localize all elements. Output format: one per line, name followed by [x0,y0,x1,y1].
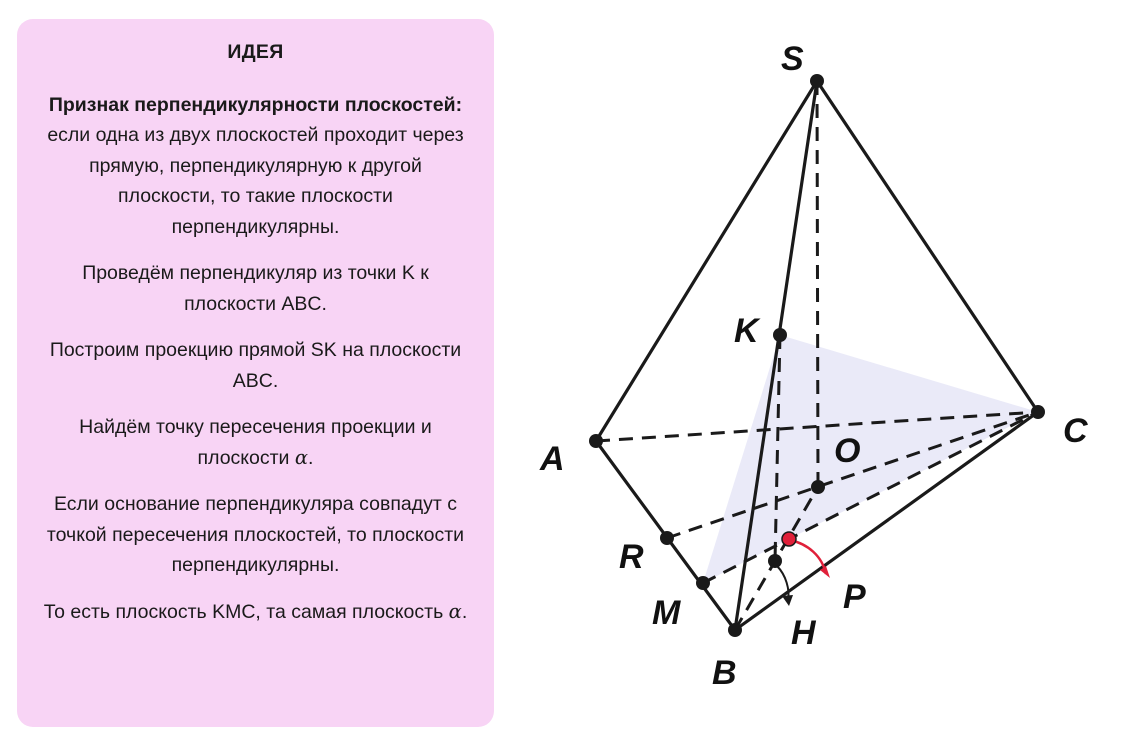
criterion-paragraph [39,90,472,243]
point-a [589,434,603,448]
criterion-text: если одна из двух плоскостей проходит через прямую, перпендикулярную к другой плоскости, то такие плоскости перпендикулярны. [47,124,464,238]
step-intersection-text: Найдём точку пересечения проекции и плоскости [79,416,432,469]
label-h: H [791,614,816,652]
point-s [810,74,824,88]
step-condition: Если основание перпендикуляра совпадут с точкой пересечения плоскостей, то плоскости перпендикулярны. [46,493,465,576]
point-m [696,576,710,590]
alpha-symbol: α [294,445,309,469]
step-conclusion-text: То есть плоскость KMC, та самая плоскость [43,600,449,623]
label-r: R [619,538,644,576]
label-a: A [540,440,565,478]
pyramid-diagram [520,0,1120,737]
point-c [1031,405,1045,419]
step-conclusion-end: . [461,600,468,623]
point-k [773,328,787,342]
point-intersection-red [782,532,796,546]
label-b: B [712,654,737,692]
height-so [817,81,818,487]
step-conclusion [39,597,472,628]
label-m: M [652,594,681,632]
alpha-symbol: α [448,599,462,623]
idea-title: ИДЕЯ [227,41,284,63]
label-k: K [734,312,759,350]
step-intersection-end: . [308,446,314,469]
step-perpendicular: Проведём перпендикуляр из точки K к плоскости ABC. [82,262,429,315]
label-p: P [843,578,866,616]
step-projection: Построим проекцию прямой SK на плоскости ABC. [49,339,462,392]
point-o [811,480,825,494]
point-b [728,623,742,637]
label-c: C [1063,412,1088,450]
plane-kmc [703,335,1038,583]
projection-arrow-head [782,595,793,606]
point-r [660,531,674,545]
label-s: S [781,40,804,78]
point-h [768,554,782,568]
label-o: O [834,432,861,470]
idea-card [17,19,494,727]
criterion-term: Признак перпендикулярности плоскостей: [48,93,463,116]
step-intersection [39,412,472,473]
